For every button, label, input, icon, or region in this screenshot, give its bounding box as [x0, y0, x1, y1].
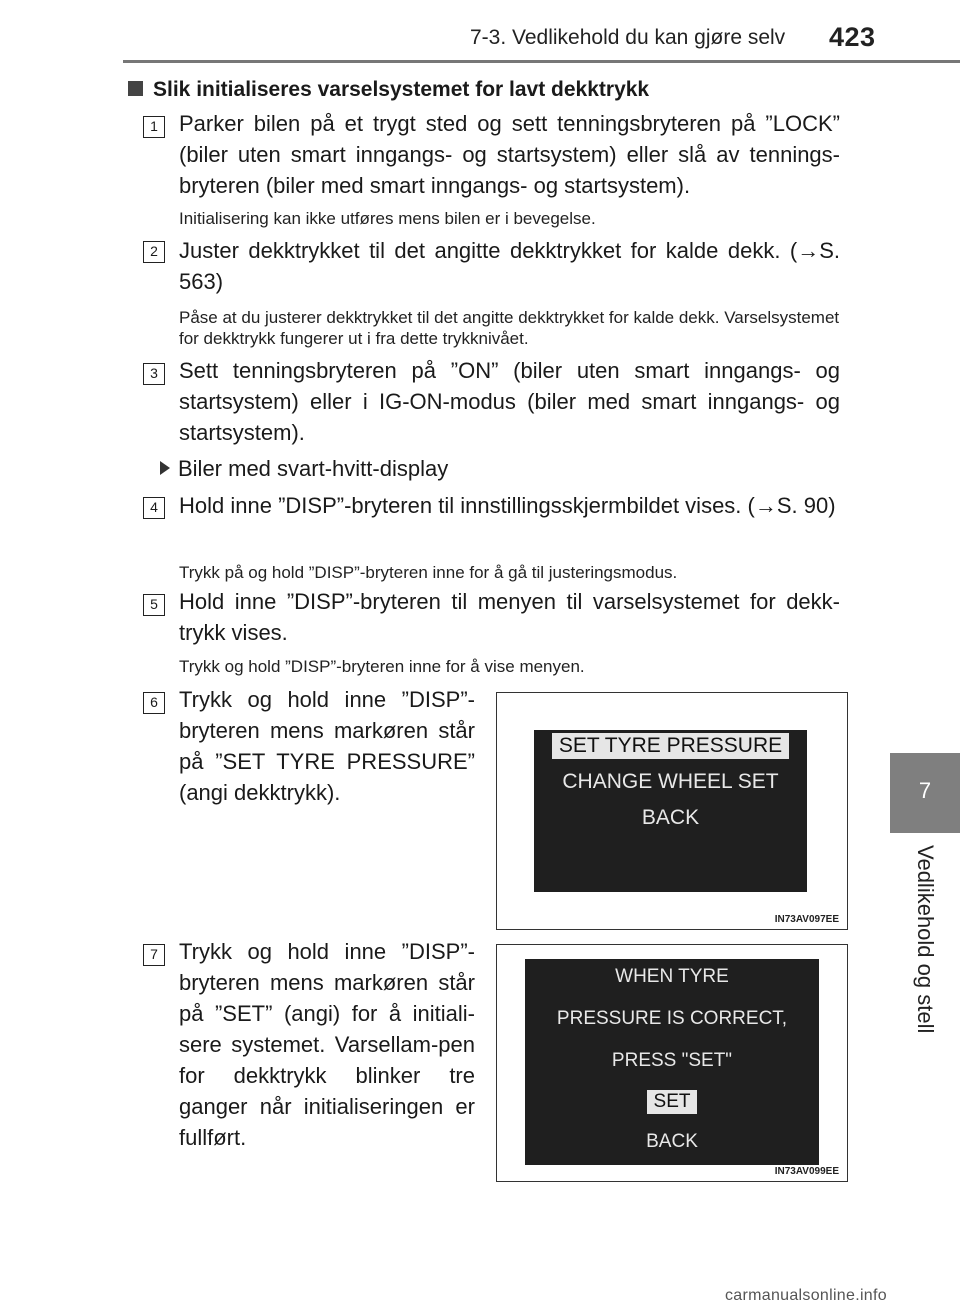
step-5-note: Trykk og hold ”DISP”-bryteren inne for å vise menyen. [179, 657, 585, 676]
menu-item-set: SET [525, 1090, 819, 1114]
step-2-text: Juster dekktrykket til det angitte dekktrykket for kalde dekk. (→S. 563) [179, 238, 840, 294]
step-7-text: Trykk og hold inne ”DISP”-bryteren mens markøren står på ”SET” (angi) for å initiali-sere systemet. Varsellam-pen for dekktrykk blinker tre ganger når initialiseringen er fullført. [179, 939, 475, 1150]
display-screen [534, 730, 807, 892]
message-line-2: PRESSURE IS CORRECT, [556, 1008, 788, 1029]
step-number-5: 5 [143, 594, 165, 616]
figure-code: IN73AV097EE [774, 914, 839, 925]
figure-code: IN73AV099EE [774, 1166, 839, 1177]
square-bullet-icon [128, 81, 143, 96]
step-number-3: 3 [143, 363, 165, 385]
step-6-text: Trykk og hold inne ”DISP”-bryteren mens markøren står på ”SET TYRE PRESSURE” (angi dekktrykk). [179, 687, 475, 805]
header-rule [123, 60, 960, 63]
section-heading [128, 78, 649, 102]
step-2-note: Påse at du justerer dekktrykket til det angitte dekktrykket for kalde dekk. Varselsystemet for dekktrykk fungerer ut i fra dette trykknivået. [179, 308, 840, 348]
sub-item-text: Biler med svart-hvitt-display [178, 456, 449, 481]
page-number: 423 [829, 22, 876, 52]
step-4-text: Hold inne ”DISP”-bryteren til innstillingsskjermbildet vises. (→S. 90) [179, 493, 836, 518]
chapter-tab-label: Vedlikehold og stell [913, 845, 938, 1034]
figure-set-confirm-screen [496, 944, 848, 1182]
step-number-1: 1 [143, 116, 165, 138]
step-number-7: 7 [143, 944, 165, 966]
triangle-bullet-icon [160, 461, 170, 475]
display-screen [525, 959, 819, 1165]
step-number-2: 2 [143, 241, 165, 263]
figure-set-tyre-pressure-menu [496, 692, 848, 930]
step-1-note: Initialisering kan ikke utføres mens bilen er i bevegelse. [179, 209, 596, 228]
step-number-6: 6 [143, 692, 165, 714]
step-4-note: Trykk på og hold ”DISP”-bryteren inne for å gå til justeringsmodus. [179, 563, 678, 582]
message-line-3: PRESS "SET" [611, 1050, 733, 1071]
section-title: 7-3. Vedlikehold du kan gjøre selv [470, 26, 786, 49]
step-1-text: Parker bilen på et trygt sted og sett tenningsbryteren på ”LOCK” (biler uten smart inngangs- og startsystem) eller slå av tennings-bryteren (biler med smart inngangs- og startsystem). [179, 111, 840, 198]
step-3-text: Sett tenningsbryteren på ”ON” (biler uten smart inngangs- og startsystem) eller i IG-ON-modus (biler med smart inngangs- og startsystem). [179, 358, 840, 445]
sub-item [160, 456, 448, 482]
step-number-4: 4 [143, 497, 165, 519]
menu-item-set-tyre-pressure: SET TYRE PRESSURE [534, 733, 807, 759]
menu-item-change-wheel-set: CHANGE WHEEL SET [562, 770, 779, 793]
chapter-tab-label-box [890, 845, 960, 1235]
step-5-text: Hold inne ”DISP”-bryteren til menyen til varselsystemet for dekk-trykk vises. [179, 589, 840, 645]
watermark: carmanualsonline.info [725, 1287, 887, 1304]
menu-item-back: BACK [641, 806, 700, 829]
message-line-1: WHEN TYRE [615, 966, 729, 987]
menu-item-back: BACK [646, 1131, 698, 1152]
section-heading-text: Slik initialiseres varselsystemet for lavt dekktrykk [153, 78, 650, 101]
chapter-tab: 7 [890, 753, 960, 833]
